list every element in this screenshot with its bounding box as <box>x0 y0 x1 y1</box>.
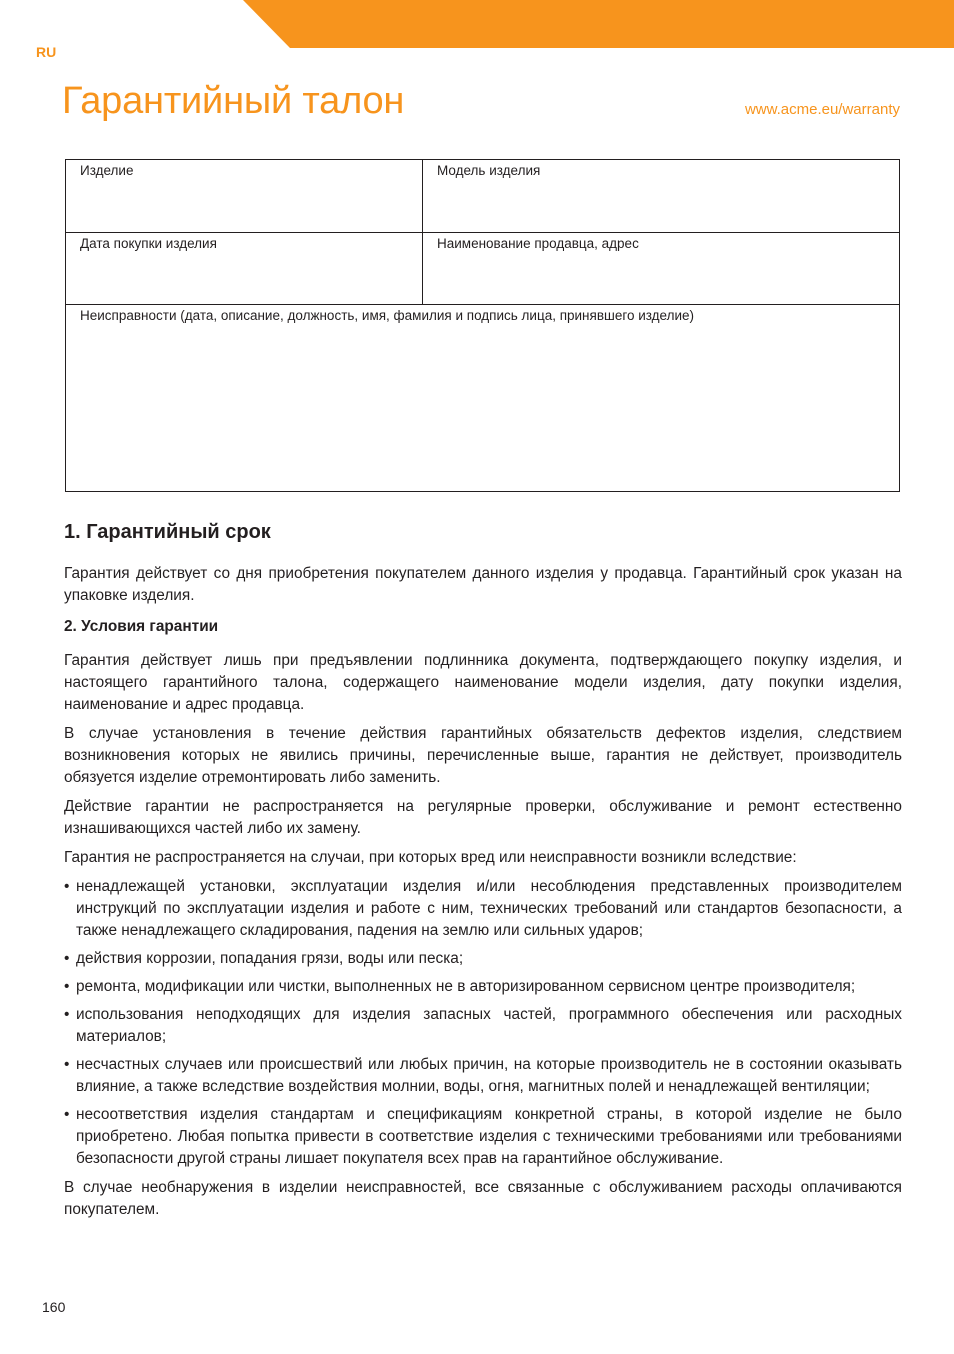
section-heading-warranty-period: 1. Гарантийный срок <box>64 521 271 543</box>
page-title: Гарантийный талон <box>62 80 405 122</box>
section-heading-warranty-conditions: 2. Условия гарантии <box>64 618 219 635</box>
warranty-form-table <box>65 159 900 492</box>
warranty-content <box>64 518 902 1228</box>
form-cell-purchase-date: Дата покупки изделия <box>66 233 423 305</box>
language-code: RU <box>36 44 57 60</box>
form-cell-product: Изделие <box>66 160 423 233</box>
form-cell-seller: Наименование продавца, адрес <box>423 233 899 305</box>
form-cell-defects: Неисправности (дата, описание, должность, имя, фамилия и подпись лица, принявшего изделие) <box>80 308 695 323</box>
list-item: • ненадлежащей установки, эксплуатации изделия и/или несоблюдения представленных производителем инструкций по эксплуатации изделия и работе с ним, технических требований или стандартов безопасности, а также ненадлежащего складирования, падения на землю или сильных ударов; <box>64 876 902 942</box>
paragraph-conditions-2: В случае установления в течение действия гарантийных обязательств дефектов изделия, следствием возникновения которых не явились причины, перечисленные выше, гарантия не действует, производитель обязуется изделие отремонтировать либо заменить. <box>64 725 902 786</box>
paragraph-conditions-4: Гарантия не распространяется на случаи, при которых вред или неисправности возникли вследствие: <box>64 849 797 866</box>
paragraph-conditions-5: В случае необнаружения в изделии неисправностей, все связанные с обслуживанием расходы оплачиваются покупателем. <box>64 1179 902 1218</box>
list-item: • действия коррозии, попадания грязи, воды или песка; <box>64 948 902 970</box>
warranty-url: www.acme.eu/warranty <box>744 101 900 118</box>
list-item: • ремонта, модификации или чистки, выполненных не в авторизированном сервисном центре производителя; <box>64 976 902 998</box>
list-item: • несчастных случаев или происшествий или любых причин, на которые производитель не в состоянии оказывать влияние, а также вследствие воздействия молнии, воды, огня, магнитных полей и ненадлежащей вентиляции; <box>64 1054 902 1098</box>
paragraph-warranty-period: Гарантия действует со дня приобретения покупателем данного изделия у продавца. Гарантийный срок указан на упаковке изделия. <box>64 565 902 604</box>
header-orange-band <box>0 0 954 48</box>
exclusions-list <box>64 876 902 1170</box>
paragraph-conditions-1: Гарантия действует лишь при предъявлении подлинника документа, подтверждающего покупку изделия, и настоящего гарантийного талона, содержащего наименование модели изделия, дату покупки изделия, наименование и адрес продавца. <box>64 652 902 713</box>
list-item: • несоответствия изделия стандартам и спецификациям конкретной страны, в которой изделие не было приобретено. Любая попытка привести в соответствие изделия с техническими требованиями или требованиями безопасности другой страны лишает покупателя всех прав на гарантийное обслуживание. <box>64 1104 902 1170</box>
form-cell-model: Модель изделия <box>423 160 899 233</box>
paragraph-conditions-3: Действие гарантии не распространяется на регулярные проверки, обслуживание и ремонт естественно изнашивающихся частей либо их замену. <box>64 798 902 837</box>
list-item: • использования неподходящих для изделия запасных частей, программного обеспечения или расходных материалов; <box>64 1004 902 1048</box>
page-number: 160 <box>42 1299 66 1315</box>
